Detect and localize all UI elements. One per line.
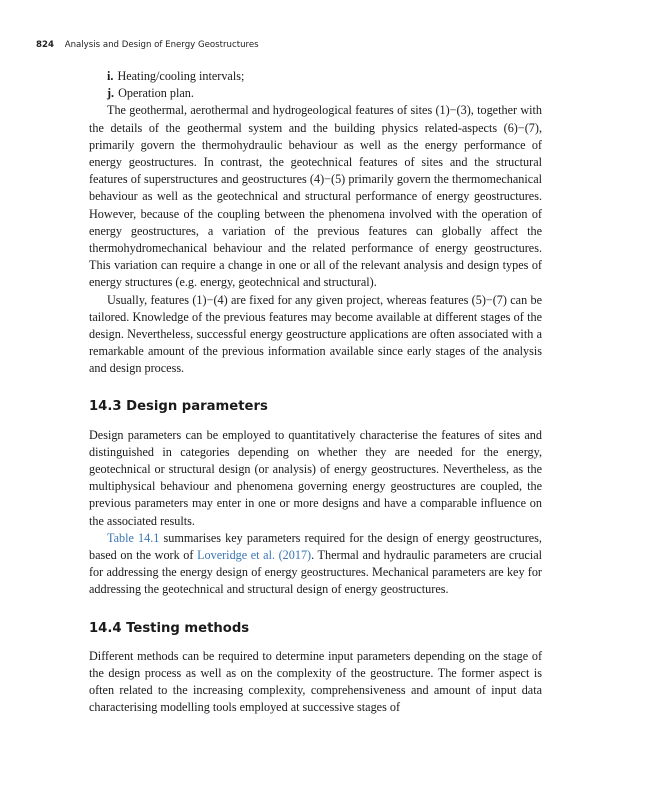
paragraph: Different methods can be required to determine input parameters depending on the stage of the design process as well as on the complexity of the geostructure. The former aspect is often related to the increasing complexity, comprehensiveness and amount of input data characterising modelling tools employed at successive stages of: [89, 648, 542, 715]
list-text: Operation plan.: [118, 86, 194, 101]
list-marker: j.: [107, 86, 115, 101]
paragraph: [89, 530, 542, 599]
running-title: Analysis and Design of Energy Geostructures: [64, 40, 259, 50]
section-heading: 14.4 Testing methods: [89, 620, 250, 636]
paragraph: The geothermal, aerothermal and hydrogeological features of sites (1)−(3), together with the details of the geothermal system and the building physics related-aspects (6)−(7), primarily govern the thermohydraulic behaviour as well as the energy performance of energy geostructures. In contrast, the geotechnical features of sites and the structural features of superstructures and geostructures (4)−(5) primarily govern the thermomechanical behaviour as well as the geotechnical and structural performance of energy geostructures. However, because of the coupling between the phenomena involved with the operation of energy geostructures, a variation of the previous features can globally affect the thermohydromechanical behaviour and the related performance of energy geostructures. This variation can require a change in one or all of the relevant analysis and design types of energy structures (e.g. energy, geotechnical and structural).: [89, 103, 542, 290]
page-number: 824: [36, 40, 54, 50]
paragraph: Usually, features (1)−(4) are fixed for any given project, whereas features (5)−(7) can be tailored. Knowledge of the previous features may become available at different stages of the design. Nevertheless, successful energy geostructure applications are often associated with a remarkable amount of the previous information available since early stages of the analysis and design process.: [89, 292, 542, 376]
citation-link[interactable]: Loveridge et al. (2017): [197, 548, 312, 563]
list-item: [89, 68, 542, 85]
list-text: Heating/cooling intervals;: [117, 69, 245, 83]
paragraph: Design parameters can be employed to quantitatively characterise the features of sites and distinguished in categories depending on whether they are needed for the energy, geotechnical or structural design (or analysis) of energy geostructures. Nevertheless, as the multiphysical behaviour and phenomena governing energy geostructures are coupled, the previous parameters may enter in one or more designs and have a comparable influence on the associated results.: [89, 427, 542, 528]
section-heading: 14.3 Design parameters: [89, 398, 268, 414]
list-item: [89, 85, 542, 102]
list-marker: i.: [107, 69, 114, 83]
running-header: [36, 40, 259, 50]
body-text: [89, 68, 542, 717]
table-link[interactable]: Table 14.1: [107, 530, 160, 545]
paragraph-text: . Thermal and hydraulic parameters are crucial for addressing the energy design of energy geostructures. Mechanical parameters are key for addressing the geotechnical and structural design of energy geostructures.: [89, 548, 542, 597]
paragraph-text: summarises key parameters required for the design of energy geostructures, based on the work of: [89, 530, 542, 563]
